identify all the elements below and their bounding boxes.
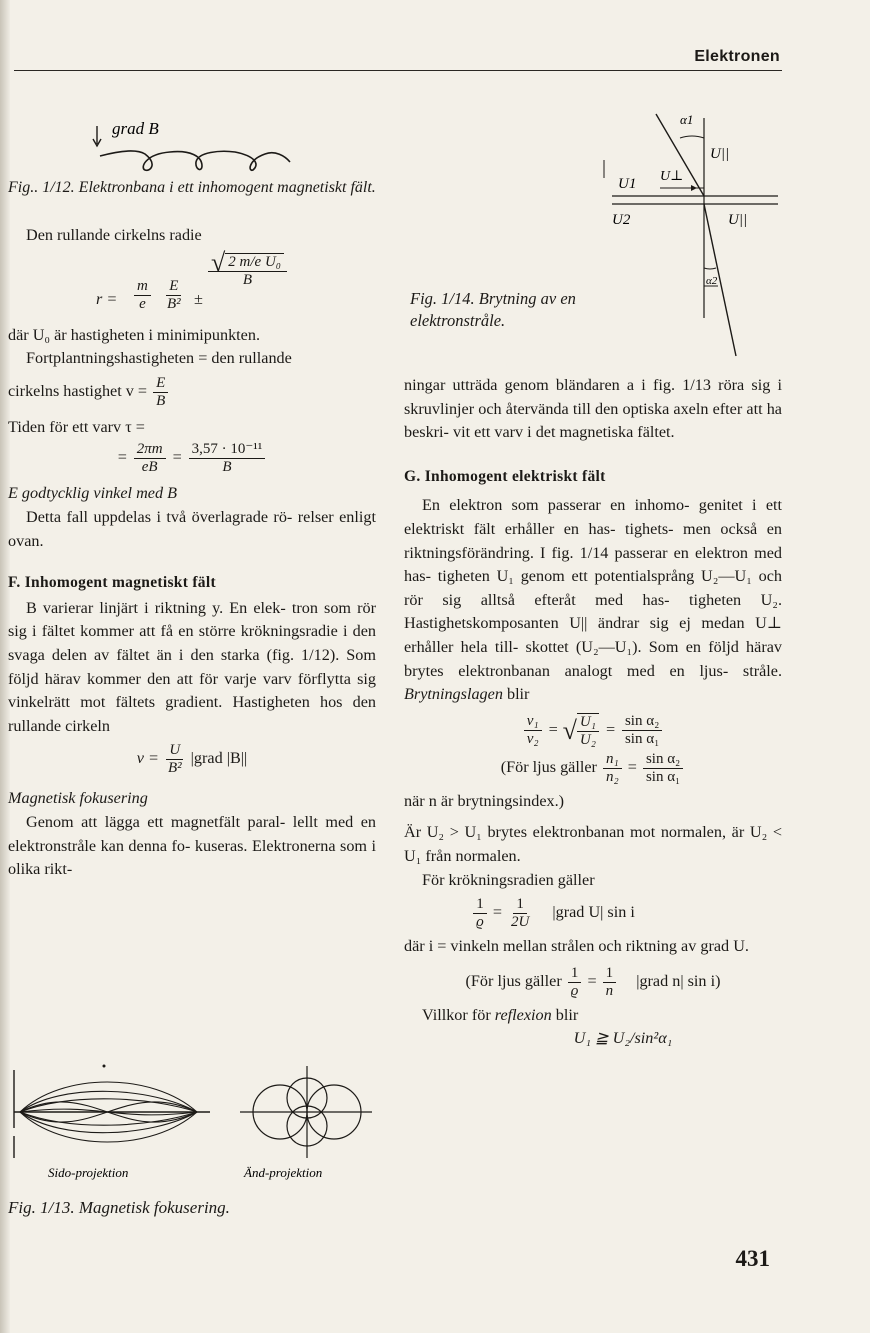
paragraph: För krökningsradien gäller — [422, 870, 595, 889]
paragraph: Detta fall uppdelas i två överlagrade rö- relser enligt ovan. — [8, 507, 376, 550]
paragraph: Tiden för ett varv τ = — [8, 417, 145, 436]
formula-period: = $\frac{2\pi m}{eB}$ = $\frac{\text{3,57 · 10⁻¹¹}}{B}$ — [8, 441, 376, 476]
paragraph: Genom att lägga ett magnetfält paral- lellt med en elektronstråle kan denna fo- kuseras. Elektronerna som i olika rikt- — [8, 812, 376, 879]
subheading: E godtycklig vinkel med B — [8, 484, 177, 503]
running-head: Elektronen — [694, 48, 780, 65]
paragraph: Villkor för reflexion blir — [422, 1005, 579, 1024]
u-parallel-label: U|| — [710, 146, 730, 162]
side-projection-label: Sido-projektion — [48, 1165, 129, 1180]
frac-m-e: $\frac{m}{e}$ — [134, 278, 151, 313]
paragraph: Fortplantningshastigheten = den rullande — [26, 349, 292, 368]
frac-e-b: $\frac{E}{B}$ — [153, 375, 168, 410]
left-column — [8, 178, 376, 882]
u2-label: U2 — [612, 212, 631, 228]
plus-minus: ± — [194, 289, 203, 308]
formula-lhs: r = — [96, 289, 118, 308]
formula-refraction-law: $\frac{\text{v₁}}{\text{v₂}}$ = √ $\frac{\text{U₁}}{\text{U₂}}$ = $\frac{\text{sin α₂}}{\text{sin α₁}}$ — [404, 713, 782, 749]
paragraph: cirkelns hastighet v = $\frac{E}{B}$ — [8, 375, 376, 410]
formula-light-curvature: (För ljus gäller $\frac{1}{ϱ}$ = $\frac{1}{n}$ |grad n| sin i) — [465, 964, 721, 999]
fig-1-12-caption: Fig.. 1/12. Elektronbana i ett inhomogent magnetiskt fält. — [8, 179, 376, 196]
u1-label: U1 — [618, 176, 637, 192]
section-heading-g: G. Inhomogent elektriskt fält — [404, 467, 606, 485]
alpha1-label: α1 — [680, 112, 694, 127]
fig-1-14-caption: Fig. 1/14. Brytning av en elektronstråle. — [410, 289, 576, 330]
paragraph: En elektron som passerar en inhomo- genitet i ett elektriskt fält erhåller en has- tighets- men också en riktningsförändring. I fig. 1/14 passerar en elektron med has- tigheten U₁ genom ett potentialsprång U₂—U₁ och rör sig alltså efteråt med has- tigheten U₂. Hastighetskomposanten U|| ändrar sig ej medan U⊥ erhåller hela till- skottet (U₂—U₁). Som en följd härav brytes elektronbanan analogt med en ljus- stråle. Brytningslagen blir — [404, 496, 782, 704]
header-rule — [14, 70, 782, 71]
fig-1-13-caption: Fig. 1/13. Magnetisk fokusering. — [8, 1198, 230, 1217]
paragraph: Är U₂ > U₁ brytes elektronbanan mot normalen, är U₂ < U₁ från normalen. — [404, 823, 782, 865]
end-projection-label: Änd-projektion — [244, 1165, 323, 1180]
formula-curvature: $\frac{1}{ϱ}$ = $\frac{1}{2U}$ |grad U| sin i — [404, 896, 782, 931]
formula-radius — [8, 247, 376, 324]
paragraph: Den rullande cirkelns radie — [26, 226, 202, 244]
paragraph: när n är brytningsindex.) — [404, 791, 565, 810]
alpha2-label: α2 — [706, 275, 718, 287]
fig-1-14-diagram — [600, 108, 790, 360]
page-number: 431 — [735, 1246, 770, 1271]
paragraph: B varierar linjärt i riktning y. En elek- tron som rör sig i fältet kommer att få en större krökningsradie i den svaga delen av fältet än i den starka (fig. 1/12). Som följd härav kommer den att för varje varv förflytta sig vinkelrätt mot fältets gradient. Hastigheten hos den rullande cirkeln — [8, 598, 376, 735]
u-perp-label: U⊥ — [660, 169, 684, 184]
frac-sqrt-b: $\frac{\text{√ 2 m/e U₀}}{B}$ — [208, 254, 287, 289]
grad-b-label: grad B — [112, 119, 159, 138]
formula-velocity: v = $\frac{U}{\text{B²}}$ |grad |B|| — [136, 742, 248, 777]
fig-1-13-diagram — [12, 1062, 372, 1192]
u-parallel-2-label: U|| — [728, 212, 748, 228]
paragraph: ningar utträda genom bländaren a i fig. 1/13 röra sig i skruvlinjer och återvända till den optiska axeln efter att ha beskri- vit ett varv i det magnetiska fältet. — [404, 376, 782, 442]
frac-e-b2: $\frac{E}{\text{B²}}$ — [167, 277, 181, 312]
fig-1-12-diagram — [90, 112, 300, 182]
paragraph: där i = vinkeln mellan strålen och riktning av grad U. — [404, 937, 749, 956]
paragraph: där U₀ är hastigheten i minimipunkten. — [8, 325, 260, 344]
right-column — [404, 374, 782, 1051]
formula-light: (För ljus gäller $\frac{\text{n₁}}{\text{n₂}}$ = $\frac{\text{sin α₂}}{\text{sin α₁}}$ — [404, 751, 782, 786]
subheading: Magnetisk fokusering — [8, 789, 148, 808]
formula-reflexion: U₁ ≧ U₂/sin²α₁ — [573, 1029, 673, 1048]
section-heading-f: F. Inhomogent magnetiskt fält — [8, 574, 216, 592]
